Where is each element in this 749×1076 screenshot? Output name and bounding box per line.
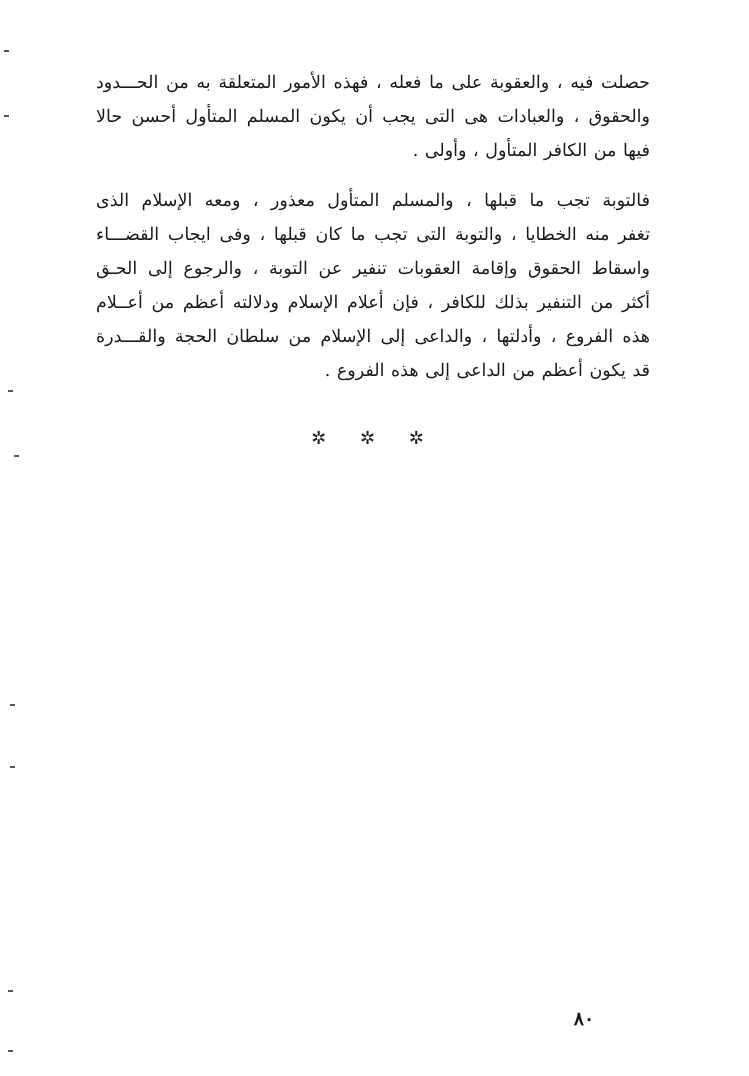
- text-line: والحقوق ، والعبادات هى التى يجب أن يكون المسلم المتأول أحسن حالا: [96, 107, 650, 127]
- margin-mark: [10, 704, 15, 706]
- margin-mark: [14, 455, 19, 457]
- margin-mark: [8, 390, 13, 392]
- section-divider-ornament: ✲ ✲ ✲: [311, 428, 438, 449]
- margin-mark: [4, 50, 9, 52]
- text-line: واسقاط الحقوق وإقامة العقوبات تنفير عن التوبة ، والرجوع إلى الحـق: [96, 259, 650, 279]
- margin-mark: [8, 990, 13, 992]
- text-line: هذه الفروع ، وأدلتها ، والداعى إلى الإسلام من سلطان الحجة والقـــدرة: [96, 327, 650, 347]
- text-line: أكثر من التنفير بذلك للكافر ، فإن أعلام الإسلام ودلالته أعظم من أعــلام: [96, 293, 650, 313]
- paragraph-1: [96, 66, 650, 168]
- text-line: تغفر منه الخطايا ، والتوبة التى تجب ما كان قبلها ، وفى ايجاب القضـــاء: [96, 225, 650, 245]
- margin-mark: [8, 1050, 13, 1052]
- margin-mark: [4, 115, 9, 117]
- margin-mark: [10, 766, 15, 768]
- text-line: حصلت فيه ، والعقوبة على ما فعله ، فهذه الأمور المتعلقة به من الحـــدود: [96, 73, 650, 93]
- page-number: ٨٠: [573, 1008, 595, 1030]
- text-line: فيها من الكافر المتأول ، وأولى .: [412, 141, 650, 161]
- text-line: فالتوبة تجب ما قبلها ، والمسلم المتأول معذور ، ومعه الإسلام الذى: [96, 191, 650, 211]
- paragraph-2: [96, 184, 650, 388]
- text-line: قد يكون أعظم من الداعى إلى هذه الفروع .: [324, 361, 650, 381]
